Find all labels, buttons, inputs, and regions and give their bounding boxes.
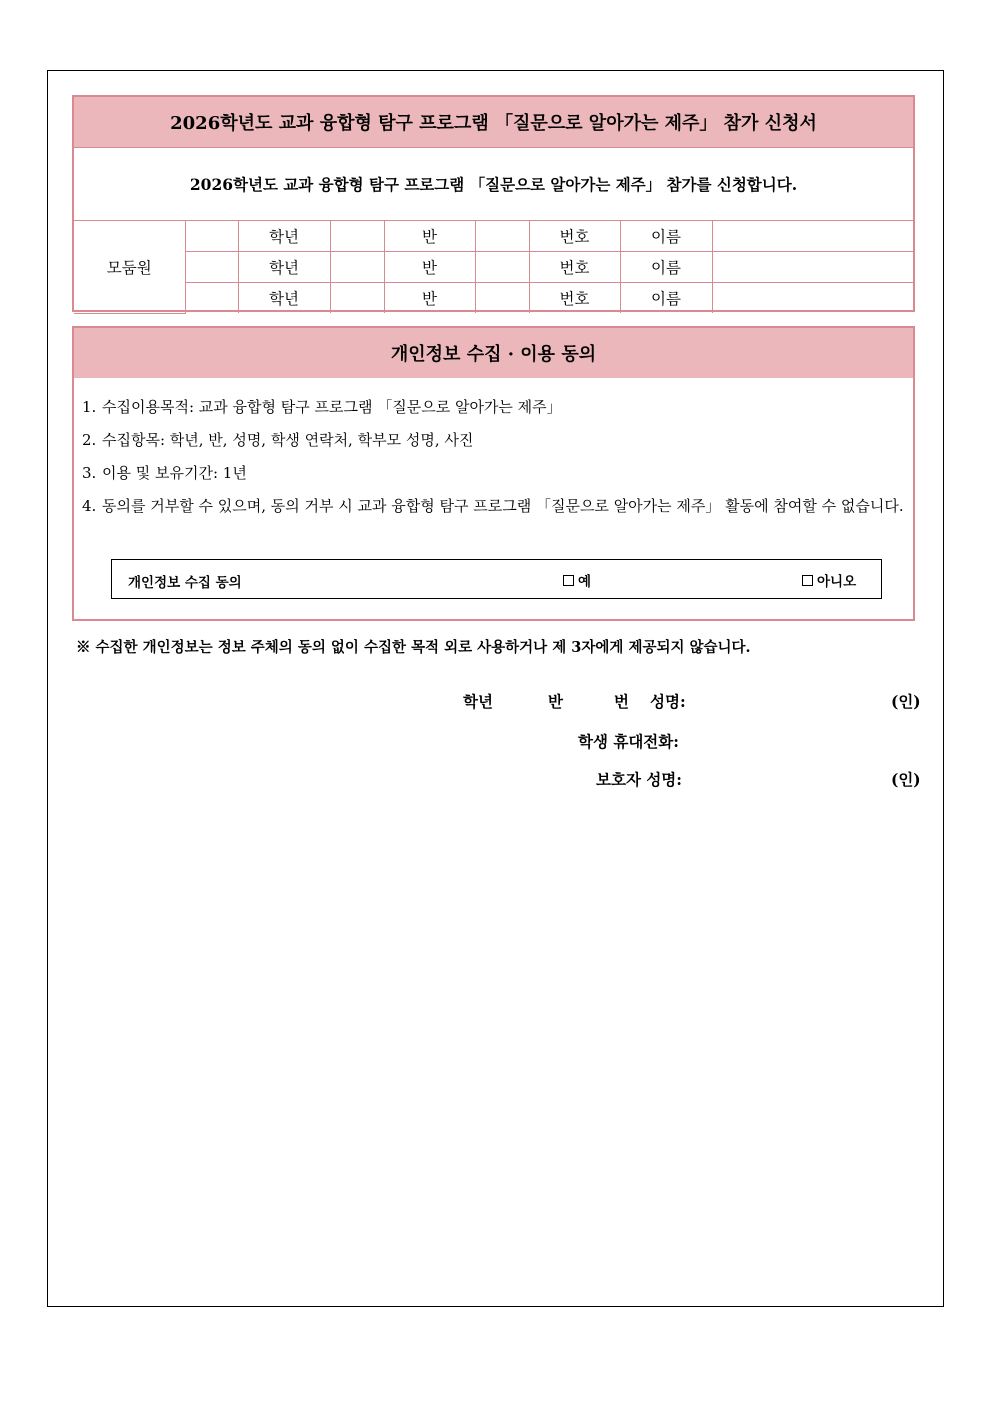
name-label: 이름	[620, 283, 712, 314]
sig-name-label: 성명:	[650, 692, 686, 711]
checkbox-icon[interactable]	[802, 575, 813, 586]
grade-label: 학년	[238, 221, 330, 252]
sig-grade-label: 학년	[463, 692, 493, 711]
sig-number-label: 번	[614, 692, 629, 711]
grade-label: 학년	[238, 283, 330, 314]
grade-input[interactable]	[185, 221, 238, 252]
item-number: 4.	[82, 497, 97, 515]
sig-phone-label: 학생 휴대전화:	[578, 732, 679, 751]
privacy-title: 개인정보 수집 · 이용 동의	[74, 328, 913, 378]
number-input[interactable]	[475, 283, 529, 314]
class-input[interactable]	[330, 252, 384, 283]
item-text: 동의를 거부할 수 있으며, 동의 거부 시 교과 융합형 탐구 프로그램 「질문으로 알아가는 제주」 활동에 참여할 수 없습니다.	[102, 497, 904, 515]
name-label: 이름	[620, 252, 712, 283]
consent-no-option[interactable]	[802, 570, 856, 590]
sig-seal-1: (인)	[891, 692, 921, 711]
list-item	[82, 495, 908, 517]
class-input[interactable]	[330, 221, 384, 252]
consent-box	[111, 559, 882, 599]
sig-class-label: 반	[548, 692, 563, 711]
name-input[interactable]	[712, 283, 913, 314]
item-number: 3.	[82, 464, 97, 482]
privacy-consent-section	[72, 326, 915, 621]
item-text: 수집항목: 학년, 반, 성명, 학생 연락처, 학부모 성명, 사진	[102, 431, 474, 449]
list-item	[82, 462, 908, 484]
application-form	[72, 95, 915, 312]
members-table	[74, 221, 913, 314]
item-number: 2.	[82, 431, 97, 449]
item-text: 이용 및 보유기간: 1년	[102, 464, 247, 482]
item-number: 1.	[82, 398, 97, 416]
class-label: 반	[384, 252, 475, 283]
number-label: 번호	[529, 221, 620, 252]
sig-guardian-label: 보호자 성명:	[596, 770, 682, 789]
list-item	[82, 396, 908, 418]
number-input[interactable]	[475, 221, 529, 252]
member-row	[74, 221, 913, 252]
class-input[interactable]	[330, 283, 384, 314]
form-title: 2026학년도 교과 융합형 탐구 프로그램 「질문으로 알아가는 제주」 참가 신청서	[74, 97, 913, 148]
number-input[interactable]	[475, 252, 529, 283]
privacy-items	[82, 396, 908, 528]
no-label: 아니오	[817, 574, 857, 590]
grade-label: 학년	[238, 252, 330, 283]
consent-yes-option[interactable]	[563, 570, 591, 590]
list-item	[82, 429, 908, 451]
item-text: 수집이용목적: 교과 융합형 탐구 프로그램 「질문으로 알아가는 제주」	[102, 398, 562, 416]
form-subtitle: 2026학년도 교과 융합형 탐구 프로그램 「질문으로 알아가는 제주」 참가를 신청합니다.	[74, 148, 913, 221]
name-input[interactable]	[712, 221, 913, 252]
sig-seal-2: (인)	[891, 770, 921, 789]
yes-label: 예	[578, 574, 592, 590]
name-label: 이름	[620, 221, 712, 252]
grade-input[interactable]	[185, 283, 238, 314]
member-row	[74, 252, 913, 283]
checkbox-icon[interactable]	[563, 575, 574, 586]
name-input[interactable]	[712, 252, 913, 283]
class-label: 반	[384, 221, 475, 252]
class-label: 반	[384, 283, 475, 314]
number-label: 번호	[529, 252, 620, 283]
consent-label: 개인정보 수집 동의	[128, 575, 242, 591]
number-label: 번호	[529, 283, 620, 314]
member-row	[74, 283, 913, 314]
members-label: 모둠원	[74, 221, 185, 313]
grade-input[interactable]	[185, 252, 238, 283]
privacy-notice: ※ 수집한 개인정보는 정보 주체의 동의 없이 수집한 목적 외로 사용하거나 제 3자에게 제공되지 않습니다.	[76, 639, 751, 656]
